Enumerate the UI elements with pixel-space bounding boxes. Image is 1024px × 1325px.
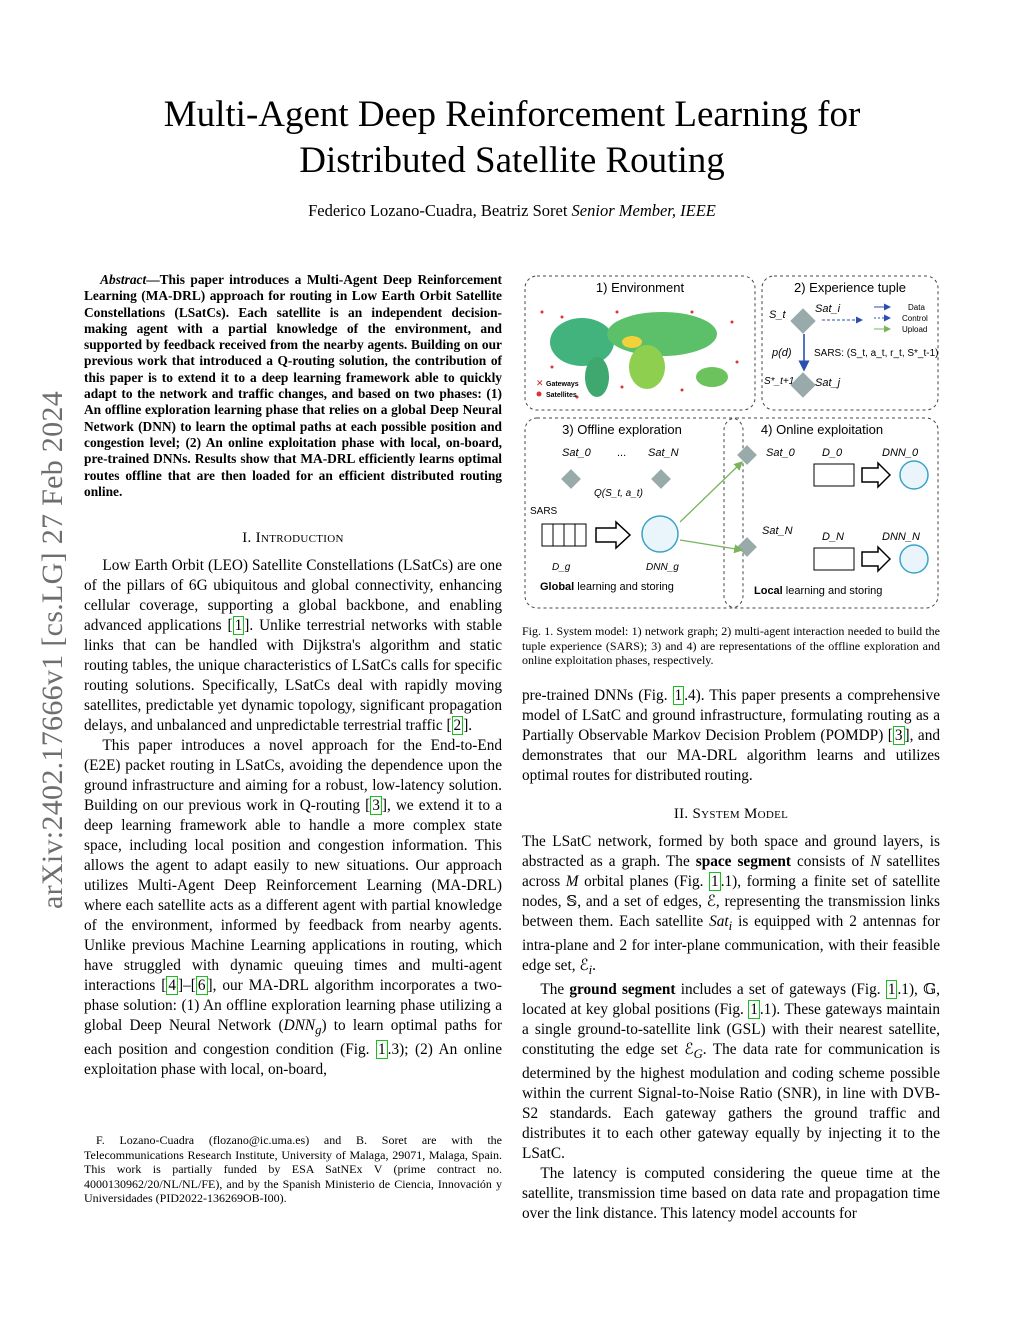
legend-gateways: Gateways [546,381,579,388]
citation-link[interactable]: 3 [372,797,380,814]
svg-text:Sat_0: Sat_0 [562,447,591,459]
sars-tuple: SARS: (S_t, a_t, r_t, S*_t-1) [814,348,939,359]
legend-satellites: Satellites [546,392,577,399]
svg-text:Sat_j: Sat_j [815,377,841,389]
authors-role: Senior Member, IEEE [571,201,716,220]
authors-names: Federico Lozano-Cuadra, Beatriz Soret [308,201,572,220]
authors [90,201,934,221]
panel-1-title: 1) Environment [595,280,685,295]
figure-link[interactable]: 1 [711,873,719,890]
svg-text:S_t: S_t [769,309,786,321]
svg-text:✕: ✕ [536,378,544,388]
panel-2-title: 2) Experience tuple [793,280,907,295]
svg-text:SARS: SARS [530,506,558,517]
figure-link[interactable]: 1 [674,687,683,704]
abstract [84,272,502,500]
svg-text:D_0: D_0 [822,447,843,459]
svg-text:DNN_N: DNN_N [882,531,920,543]
section-heading-introduction: I. Introduction [242,530,344,546]
arxiv-identifier: arXiv:2402.17666v1 [cs.LG] 27 Feb 2024 [36,390,69,910]
svg-text:DNN_0: DNN_0 [882,447,919,459]
svg-text:Q(S_t, a_t): Q(S_t, a_t) [594,488,643,499]
svg-text:Sat_i: Sat_i [815,303,841,315]
figure-caption: Fig. 1. System model: 1) network graph; 2) multi-agent interaction needed to build the tuple experience (SARS); 3) and 4) are representations of the offline exploration and online exploitation phases, respectively. [522,624,940,667]
svg-text:Sat_N: Sat_N [762,525,793,537]
intro-paragraph-2: This paper introduces a novel approach for the End-to-End (E2E) packet routing in LSatCs, avoiding the dependence upon the ground infrastructure and aiming for a robust, low-latency solution. Building on our previous work in Q-routing [ 3 ], we extend it to a deep learning framework able to handle a more complex state space, including local position and congestion information. This allows the agent to adapt easily to new situations. Our approach utilizes Multi-Agent Deep Reinforcement Learning (MA-DRL) where each satellite acts as a different agent with partial knowledge of the environment, informed by feedback from nearby agents. Unlike previous Machine Learning applications in routing, which have struggled with dynamic queuing times and multi-agent interactions [ 4 ]–[ 6 ], our MA-DRL algorithm incorporates a two-phase solution: (1) An offline exploration learning phase utilizing a global Deep Neural Network $(DNN_g)$ to learn optimal paths for each position and congestion condition (Fig. 1 .3); (2) An online exploitation phase with local, on-board, [84,737,503,1079]
citation-link[interactable]: 1 [234,617,243,634]
svg-text:p(d): p(d) [772,347,792,359]
panel-offline-exploration [525,418,743,608]
title-line-2: Distributed Satellite Routing [299,140,725,181]
svg-text:DNN_g: DNN_g [646,562,679,573]
svg-text:Data: Data [908,303,925,312]
abstract-text: —This paper introduces a Multi-Agent Deep Reinforcement Learning (MA-DRL) approach for routing in Low Earth Orbit Satellite Constellations (LSatCs). Each satellite is an independent decision-making agent with a partial knowledge of the environment, and supported by feedback received from the nearby agents. Building on our previous work that introduced a Q-routing solution, the contribution of this paper is to extend it to a deep learning framework able to quickly adapt to the network and traffic changes, and based on two phases: (1) An offline exploration learning phase that relies on a global Deep Neural Network (DNN) to learn the optimal paths at each possible position and congestion level; (2) An online exploitation phase with local, on-board, pre-trained DNNs. Results show that MA-DRL efficiently learns optimal routes offline that are then loaded for an efficient distributed routing online. [84,272,502,499]
figure-link[interactable]: 1 [750,1001,758,1019]
svg-text:...: ... [617,447,627,459]
svg-text:Sat_0: Sat_0 [766,447,795,459]
paper-title [90,92,934,184]
title-line-1: Multi-Agent Deep Reinforcement Learning for [163,94,861,135]
panel-4-title: 4) Online exploitation [760,422,884,437]
system-model-paragraph-3: The latency is computed considering the queue time at the satellite, transmission time based on data rate and propagation time over the link distance. This latency model accounts for [522,1165,940,1223]
citation-link[interactable]: 3 [894,727,903,744]
svg-text:Global learning and storing: Global learning and storing [540,581,674,593]
svg-text:D_N: D_N [822,531,845,543]
footnote: F. Lozano-Cuadra (flozano@ic.uma.es) and B. Soret are with the Telecommunications Research Institute, University of Malaga, 29071, Malaga, Spain. This work is partially funded by ESA SatNEx V (prime contract no. 4000130962/20/NL/NL/FE), and by the Spanish Ministerio de Ciencia, Innovación y Universidades (PID2022-136269OB-I00). [84,1133,502,1206]
panel-3-title: 3) Offline exploration [562,422,682,437]
svg-text:D_g: D_g [552,562,571,573]
figure-1-system-model [522,272,942,612]
svg-text:Upload: Upload [902,325,928,334]
panel-experience-tuple [762,276,938,410]
abstract-label: Abstract [100,272,147,287]
figure-1-diagram [522,272,942,612]
svg-text:Local learning and storing: Local learning and storing [754,585,883,597]
intro-paragraph-1: Low Earth Orbit (LEO) Satellite Constellations (LSatCs) are one of the pillars of 6G ubiquitous and global connectivity, enhancing cellular coverage, supporting a global backbone, and enabling advanced applications [ 1 ]. Unlike terrestrial networks with stable links that can be handled with Dijkstra's algorithm and static routing tables, the unique characteristics of LSatCs calls for specific routing solutions. Specifically, LSatCs deal with rapidly moving satellites, predictable yet dynamic topology, significant propagation delays, and unbalanced and unpredictable terrestrial traffic [ 2 ]. [84,557,502,734]
figure-link[interactable]: 1 [378,1041,386,1059]
citation-link[interactable]: 4 [168,977,177,994]
satellite-icon [790,308,815,333]
system-model-paragraph-1: The LSatC network, formed by both space and ground layers, is abstracted as a graph. The space segment consists of N satellites across M orbital planes (Fig. 1 .1), forming a finite set of satellite nodes, 𝕊, and a set of edges, ℰ, representing the transmission links between them. Each satellite Sat$_i$ is equipped with 2 antennas for intra-plane and 2 for inter-plane communication, with their feasible edge set, ℰ$_i$. [522,833,941,978]
svg-text:S*_t+1: S*_t+1 [764,376,795,387]
citation-link[interactable]: 6 [197,977,206,994]
svg-text:Control: Control [902,314,928,323]
section-heading-system-model: II. System Model [673,806,789,822]
system-model-paragraph-2: The ground segment includes a set of gateways (Fig. 1 .1), 𝔾, located at key global positions (Fig. 1 .1). These gateways maintain a single ground-to-satellite link (GSL) with their nearest satellite, constituting the edge set ℰ$_G$. The data rate for communication is determined by the highest modulation and coding scheme possible within the current Signal-to-Noise Ratio (SNR), in line with DVB-S2 standards. Each gateway gathers the ground traffic and distributes it to each other gateway equally by injecting it to the LSatC. [522,981,940,1163]
svg-text:Sat_N: Sat_N [648,447,679,459]
right-column-text [522,686,940,1224]
introduction-section [84,528,502,1080]
right-paragraph-1: pre-trained DNNs (Fig. 1 .4). This paper presents a comprehensive model of LSatC and ground infrastructure, formulating routing as a Partially Observable Markov Decision Problem (POMDP) [ 3 ], and demonstrates that our MA-DRL algorithm learns and utilizes optimal routes for distributed routing. [522,687,940,784]
figure-link[interactable]: 1 [887,981,896,999]
citation-link[interactable]: 2 [453,717,462,734]
